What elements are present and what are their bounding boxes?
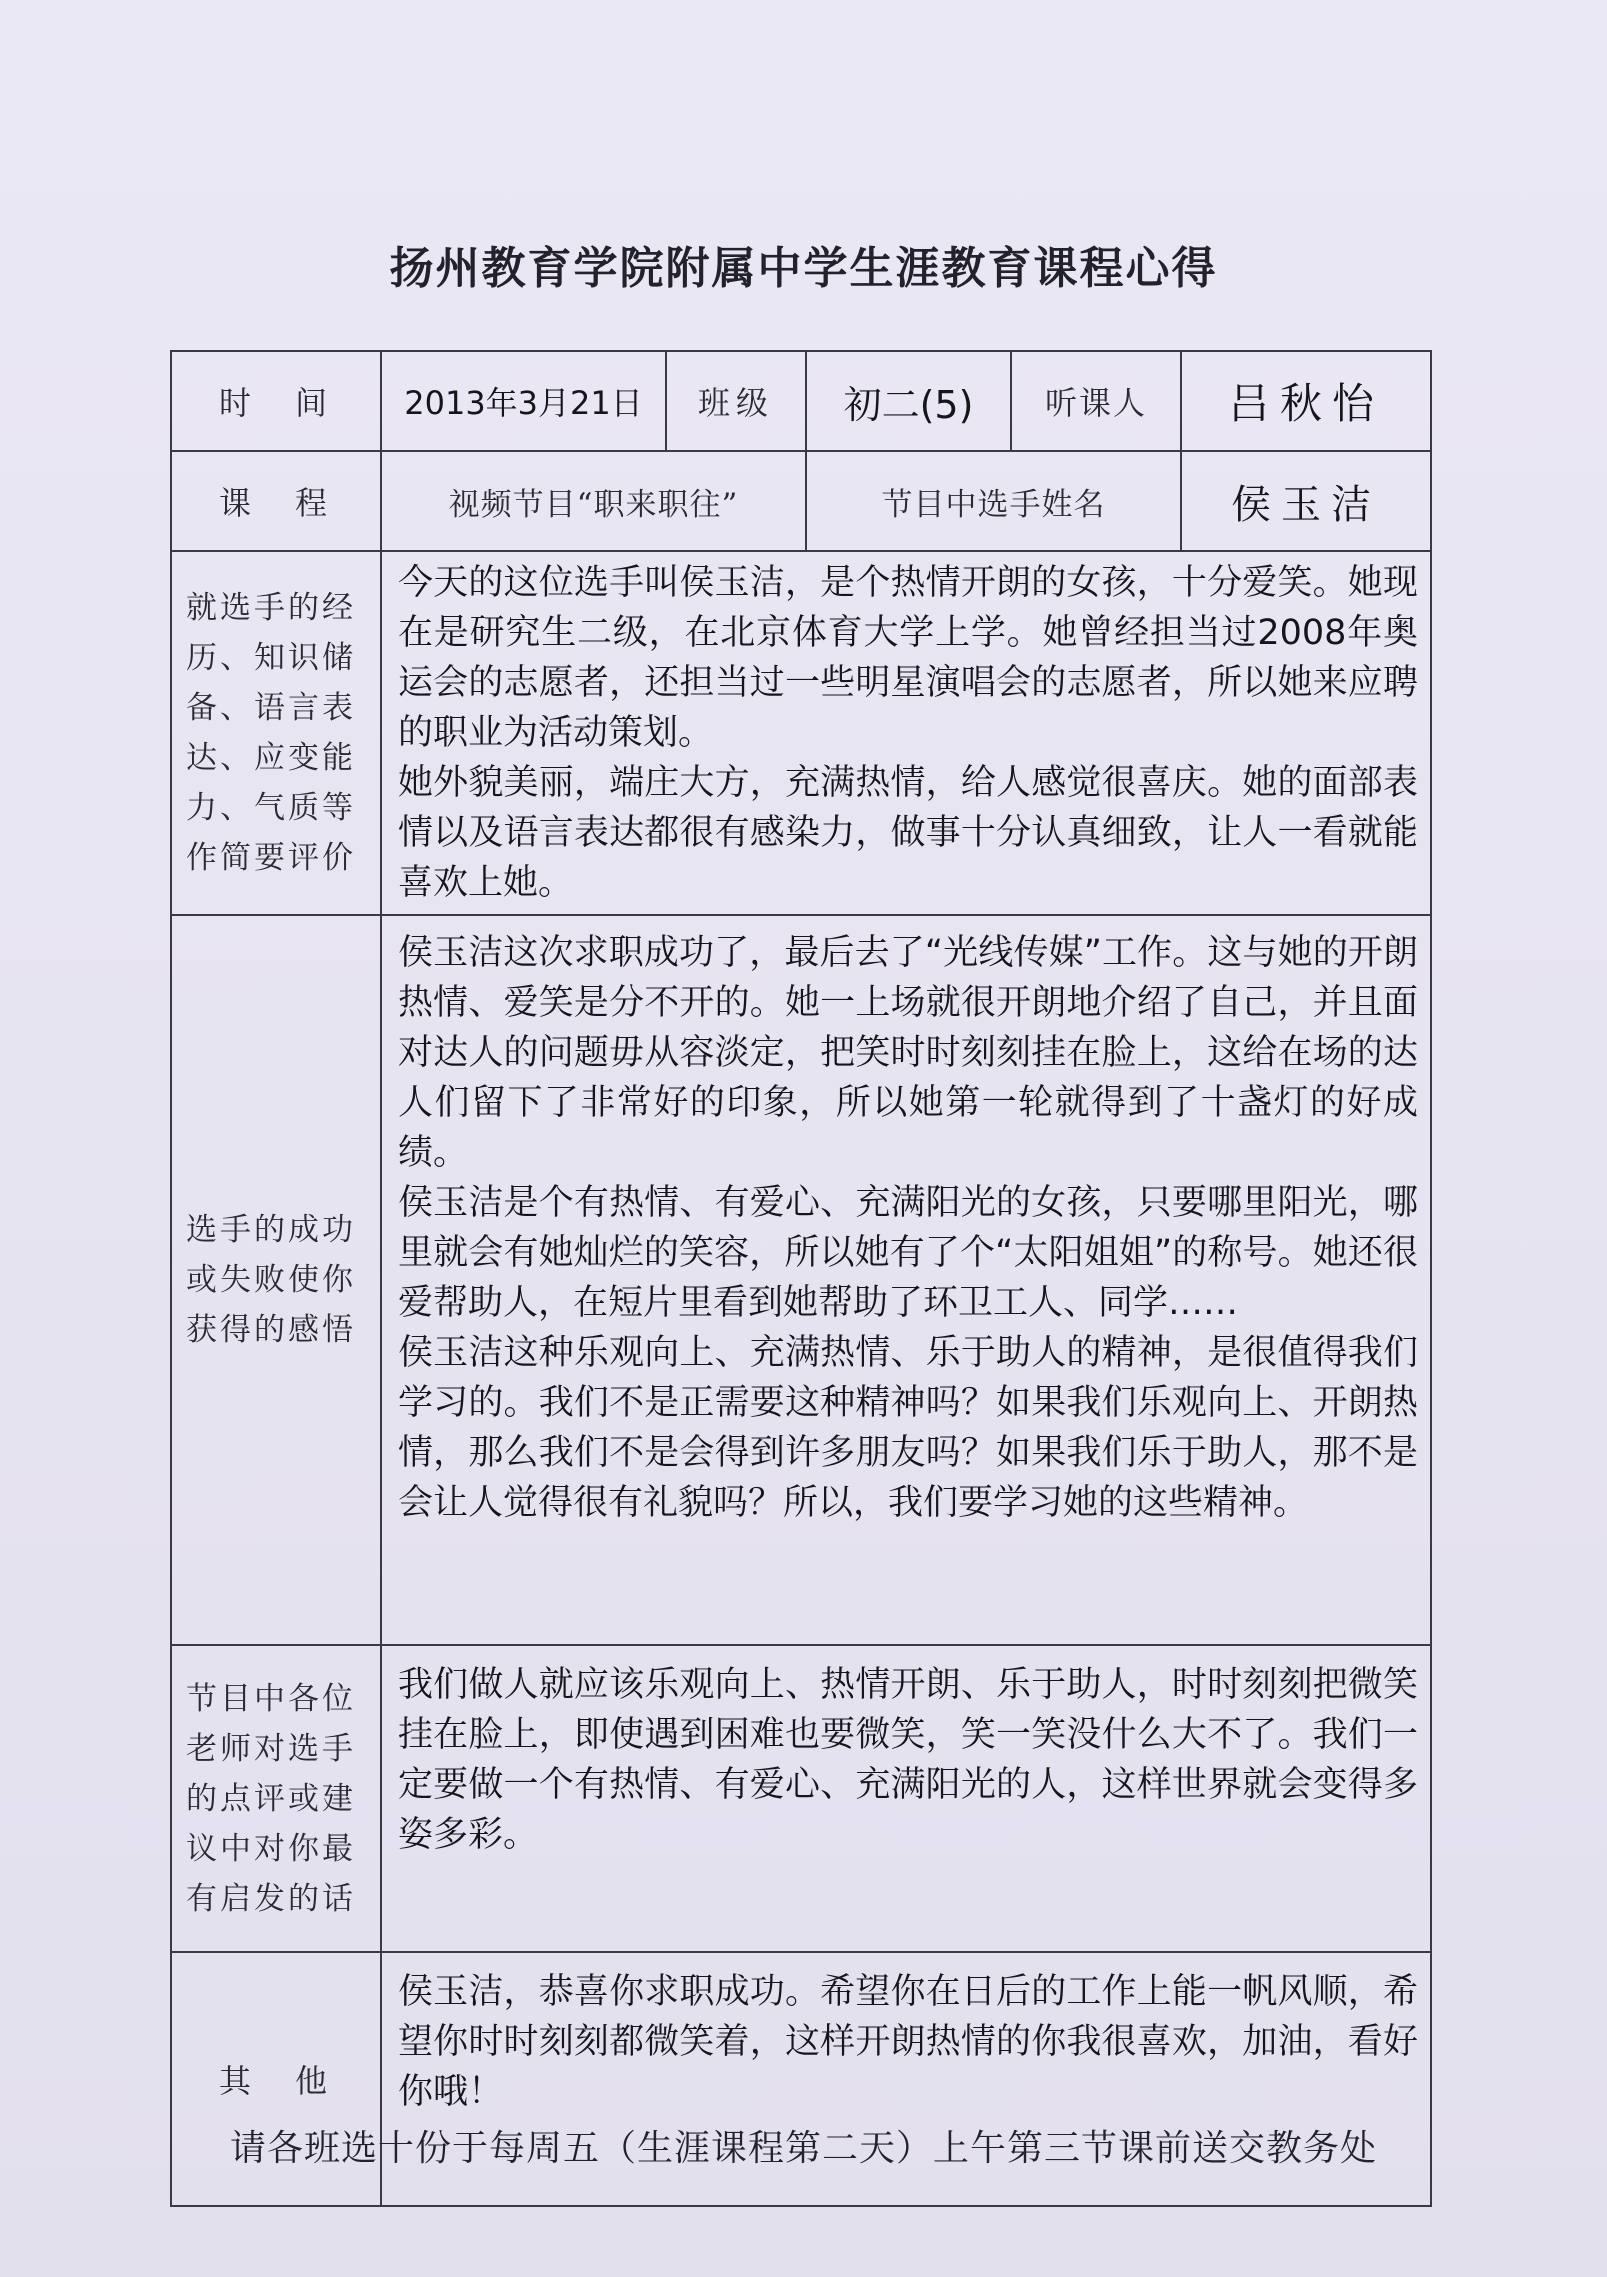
teacher-comments-paragraph: 我们做人就应该乐观向上、热情开朗、乐于助人，时时刻刻把微笑挂在脸上，即使遇到困难也要微笑，笑一笑没什么大不了。我们一定要做一个有热情、有爱心、充满阳光的人，这样世界就会变得多姿多彩。: [398, 1665, 1418, 1855]
other-label: 其 他: [171, 1952, 381, 2206]
feelings-paragraph: 侯玉洁这种乐观向上、充满热情、乐于助人的精神，是很值得我们学习的。我们不是正需要这种精神吗？如果我们乐观向上、开朗热情，那么我们不是会得到许多朋友吗？如果我们乐于助人，那不是会让人觉得很有礼貌吗？所以，我们要学习她的这些精神。: [398, 1333, 1418, 1523]
feelings-paragraph: 侯玉洁是个有热情、有爱心、充满阳光的女孩，只要哪里阳光，哪里就会有她灿烂的笑容，所以她有了个“太阳姐姐”的称号。她还很爱帮助人，在短片里看到她帮助了环卫工人、同学……: [398, 1183, 1418, 1323]
listener-label: 听课人: [1011, 351, 1181, 451]
feelings-paragraph: 侯玉洁这次求职成功了，最后去了“光线传媒”工作。这与她的开朗热情、爱笑是分不开的。她一上场就很开朗地介绍了自己，并且面对达人的问题毋从容淡定，把笑时时刻刻挂在脸上，这给在场的达人们留下了非常好的印象，所以她第一轮就得到了十盏灯的好成绩。: [398, 933, 1418, 1173]
time-label: 时 间: [171, 351, 381, 451]
contestant-value: 侯玉洁: [1181, 451, 1431, 551]
course-value: 视频节目“职来职往”: [381, 451, 806, 551]
class-label: 班级: [666, 351, 806, 451]
header-row: [171, 351, 1431, 451]
teacher-comments-row: [171, 1645, 1431, 1952]
document-title: 扬州教育学院附属中学生涯教育课程心得: [389, 243, 1218, 294]
listener-value: 吕秋怡: [1181, 351, 1431, 451]
time-value: 2013年3月21日: [381, 351, 666, 451]
teacher-comments-label: 节目中各位老师对选手的点评或建议中对你最有启发的话: [171, 1645, 381, 1952]
evaluation-paragraph: 她外貌美丽，端庄大方，充满热情，给人感觉很喜庆。她的面部表情以及语言表达都很有感染力，做事十分认真细致，让人一看就能喜欢上她。: [398, 763, 1418, 903]
feelings-content: [381, 915, 1431, 1645]
contestant-label: 节目中选手姓名: [806, 451, 1181, 551]
feelings-row: [171, 915, 1431, 1645]
evaluation-paragraph: 今天的这位选手叫侯玉洁，是个热情开朗的女孩，十分爱笑。她现在是研究生二级，在北京体育大学上学。她曾经担当过2008年奥运会的志愿者，还担当过一些明星演唱会的志愿者，所以她来应聘的职业为活动策划。: [398, 563, 1418, 753]
evaluation-content: [381, 551, 1431, 915]
evaluation-row: [171, 551, 1431, 915]
class-value: 初二(5): [806, 351, 1011, 451]
feelings-label: 选手的成功或失败使你获得的感悟: [171, 915, 381, 1645]
other-paragraph: 侯玉洁，恭喜你求职成功。希望你在日后的工作上能一帆风顺，希望你时时刻刻都微笑着，这样开朗热情的你我很喜欢，加油，看好你哦！: [398, 1972, 1418, 2112]
submission-note: 请各班选十份于每周五（生涯课程第二天）上午第三节课前送交教务处: [229, 2128, 1377, 2169]
teacher-comments-content: [381, 1645, 1431, 1952]
course-row: [171, 451, 1431, 551]
course-reflection-form: [170, 350, 1432, 2207]
course-label: 课 程: [171, 451, 381, 551]
evaluation-label: 就选手的经历、知识储备、语言表达、应变能力、气质等作简要评价: [171, 551, 381, 915]
